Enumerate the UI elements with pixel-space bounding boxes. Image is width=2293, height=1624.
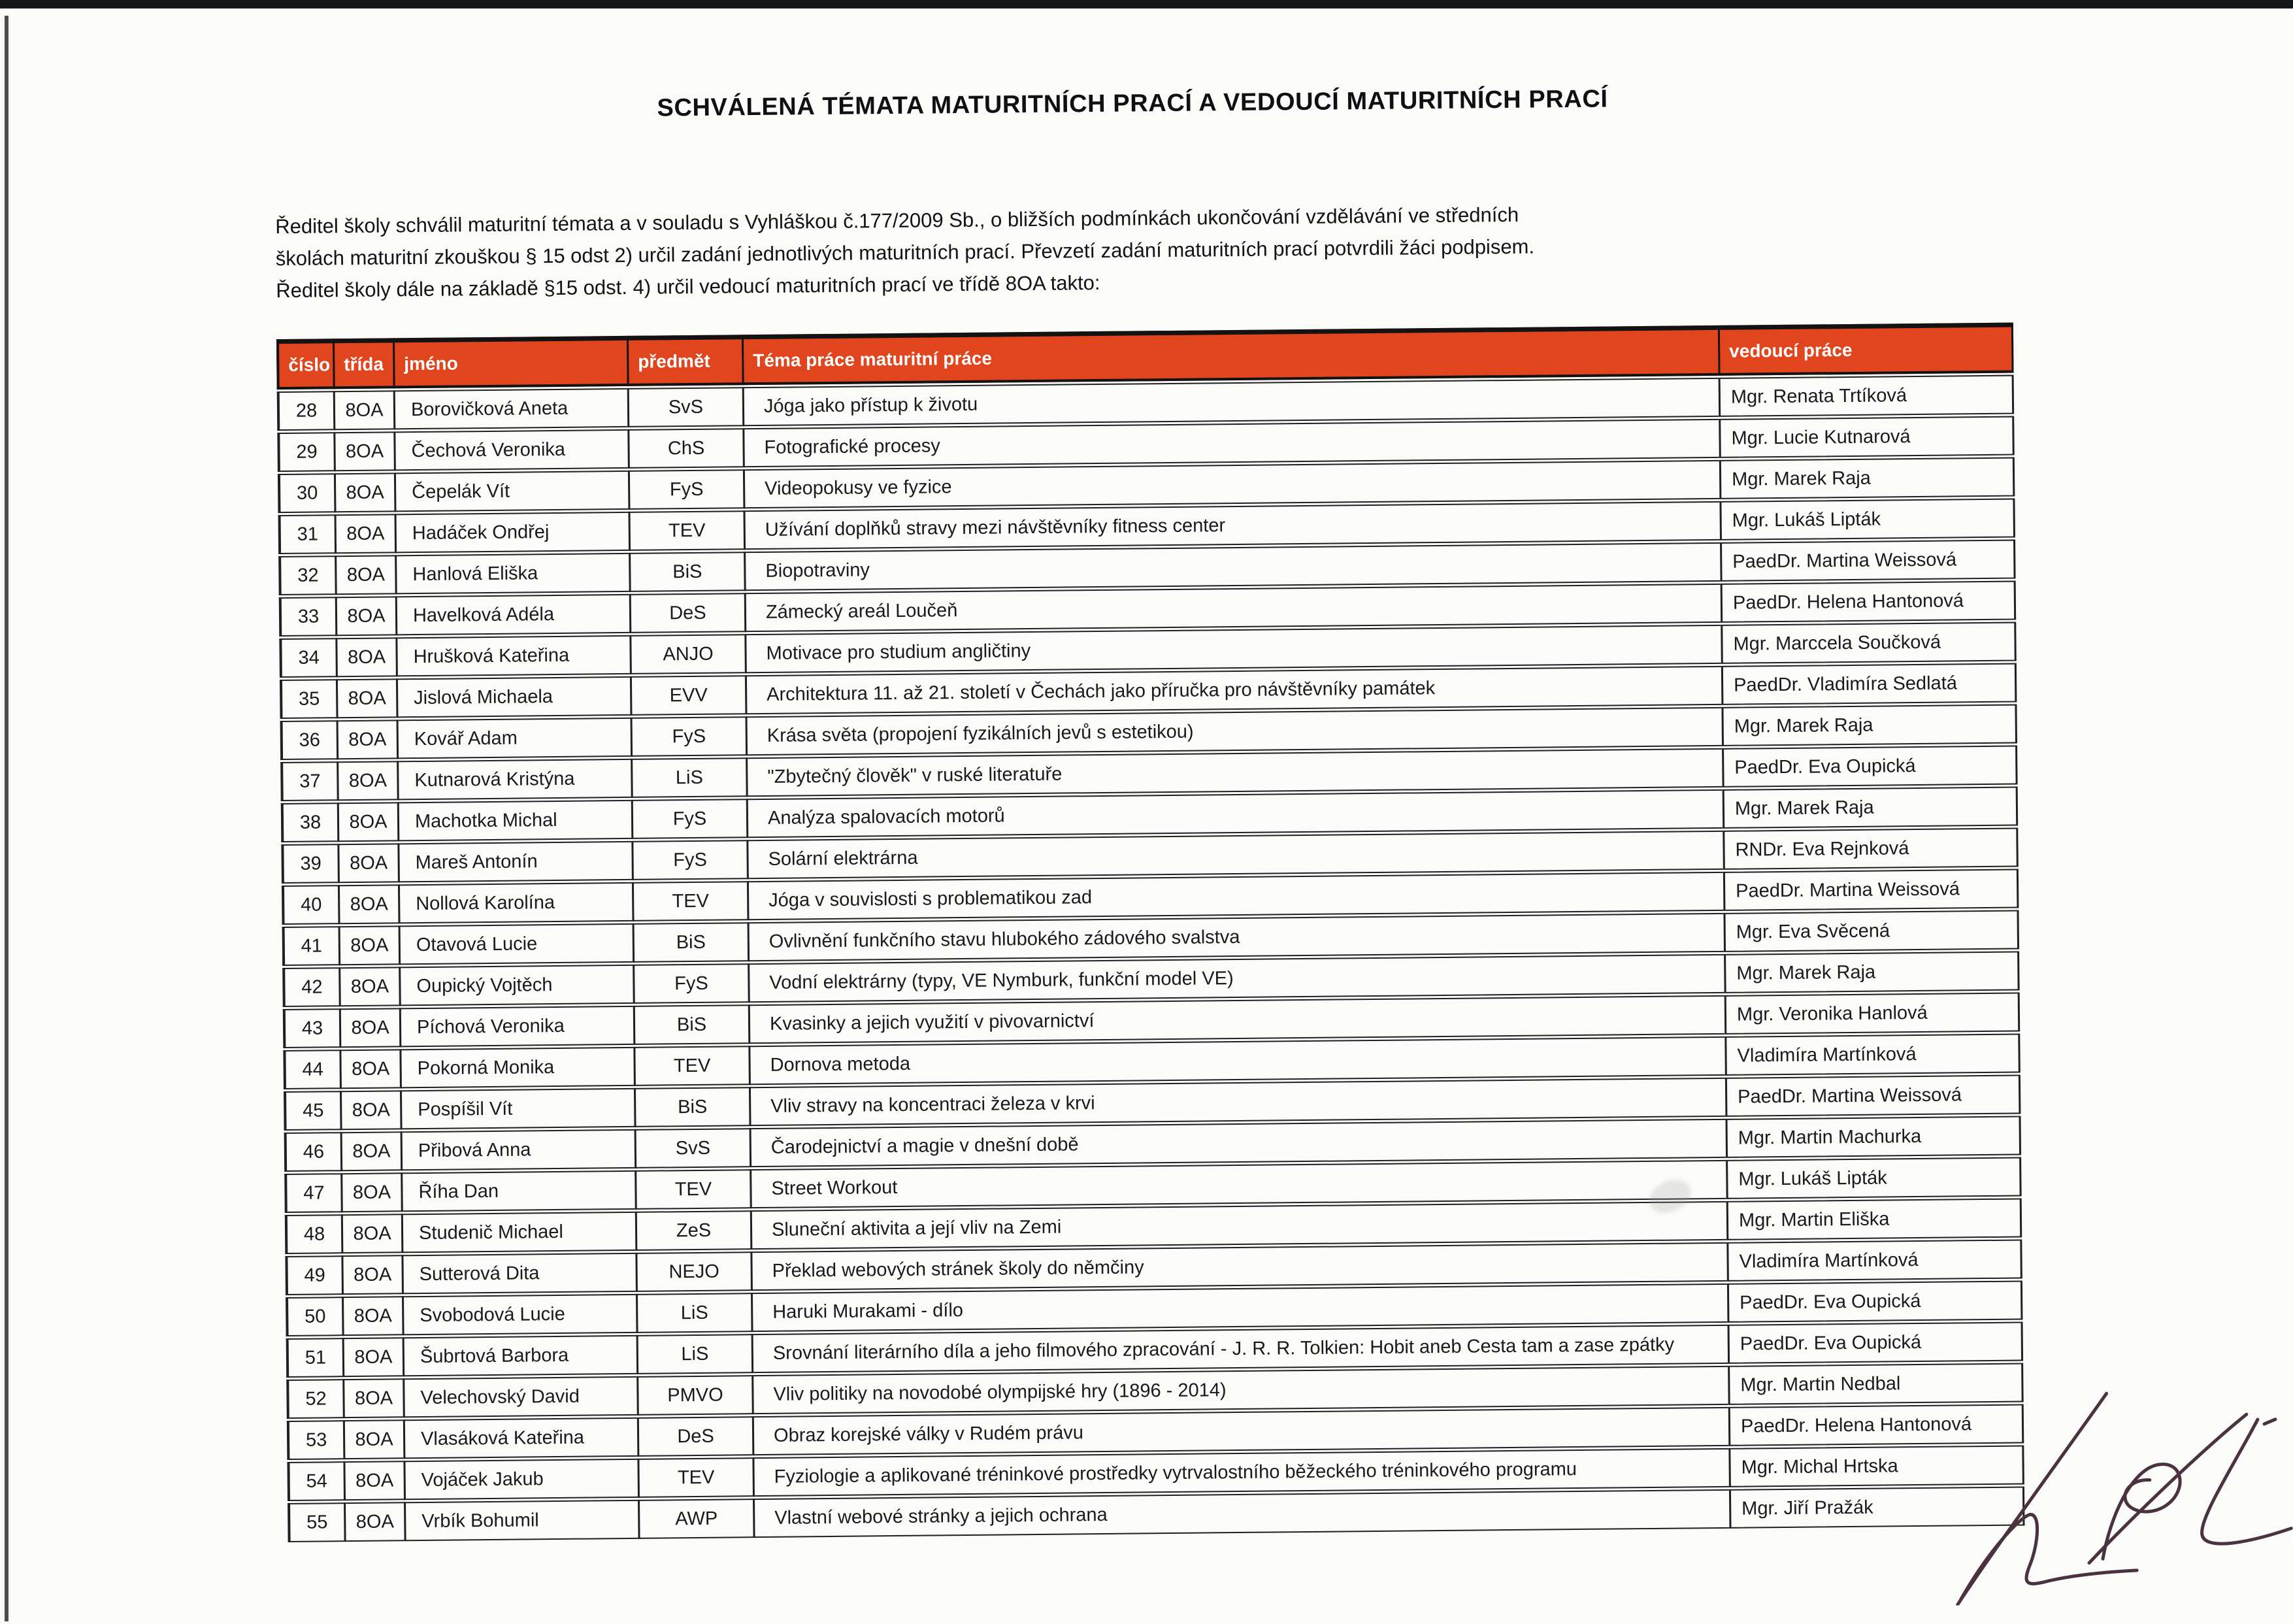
cell-trida: 8OA [337,761,397,801]
cell-trida: 8OA [344,1502,404,1542]
cell-vedouci: RNDr. Eva Rejnková [1723,828,2019,870]
cell-predmet: SvS [627,387,743,427]
cell-tema: Dornova metoda [748,1036,1725,1085]
cell-vedouci: PaedDr. Eva Oupická [1728,1321,2024,1363]
cell-tema: Analýza spalovacích motorů [746,789,1723,838]
cell-trida: 8OA [339,1049,400,1089]
cell-trida: 8OA [342,1378,403,1418]
cell-vedouci: Vladimíra Martínková [1726,1239,2022,1281]
cell-cislo: 35 [280,679,337,719]
cell-tema: Užívání doplňků stravy mezi návštěvníky fitness center [743,501,1720,550]
cell-trida: 8OA [338,884,399,924]
column-header-predmet: předmět [627,335,742,386]
cell-trida: 8OA [340,1131,401,1171]
cell-jmeno: Hadáček Ondřej [395,512,629,553]
cell-cislo: 32 [278,555,335,595]
cell-jmeno: Svobodová Lucie [402,1294,636,1335]
cell-trida: 8OA [335,637,396,677]
cell-predmet: FyS [631,799,747,839]
cell-predmet: BiS [633,1004,749,1045]
cell-cislo: 40 [282,885,338,925]
cell-jmeno: Pokorná Monika [399,1047,634,1088]
cell-trida: 8OA [338,925,399,965]
cell-trida: 8OA [336,678,397,718]
cell-trida: 8OA [341,1255,402,1295]
cell-vedouci: PaedDr. Vladimíra Sedlatá [1721,663,2017,705]
cell-cislo: 28 [277,391,334,431]
cell-vedouci: Mgr. Marek Raja [1719,457,2015,499]
cell-tema: Jóga jako přístup k životu [742,378,1719,426]
cell-cislo: 39 [281,844,338,884]
cell-vedouci: Mgr. Martin Nedbal [1728,1363,2024,1404]
cell-trida: 8OA [333,431,394,471]
topics-table [276,321,2025,1544]
cell-tema: Krása světa (propojení fyzikálních jevů s estetikou) [746,707,1723,755]
cell-tema: Obraz korejské války v Rudém právu [752,1407,1729,1455]
cell-predmet: DeS [629,593,745,633]
cell-cislo: 34 [279,638,336,678]
cell-predmet: NEJO [635,1251,751,1292]
cell-jmeno: Machotka Michal [397,800,632,841]
cell-jmeno: Otavová Lucie [399,923,633,965]
cell-jmeno: Nollová Karolína [398,882,633,923]
cell-tema: Kvasinky a jejich využití v pivovarnictví [748,995,1725,1044]
signature [1893,1340,2293,1606]
cell-jmeno: Píchová Veronika [399,1006,634,1047]
cell-vedouci: Vladimíra Martínková [1724,1034,2021,1076]
cell-predmet: ZeS [635,1210,751,1251]
cell-vedouci: PaedDr. Eva Oupická [1722,746,2018,787]
cell-vedouci: Mgr. Renata Trtíková [1719,375,2015,417]
cell-tema: Vliv politiky na novodobé olympijské hry (1896 - 2014) [751,1366,1728,1414]
cell-predmet: AWP [638,1499,753,1539]
cell-predmet: SvS [635,1128,750,1168]
cell-tema: Videopokusy ve fyzice [743,460,1720,508]
cell-jmeno: Sutterová Dita [401,1253,636,1294]
cell-predmet: TEV [635,1169,750,1210]
cell-tema: Vliv stravy na koncentraci železa v krvi [749,1078,1726,1126]
cell-vedouci: PaedDr. Helena Hantonová [1721,581,2017,623]
cell-tema: Čarodejnictví a magie v dnešní době [750,1119,1726,1167]
cell-jmeno: Kutnarová Kristýna [397,759,631,800]
cell-jmeno: Oupický Vojtěch [399,965,633,1006]
cell-jmeno: Šubrtová Barbora [403,1335,637,1376]
cell-cislo: 45 [284,1091,340,1131]
cell-tema: Fotografické procesy [742,419,1719,467]
cell-predmet: DeS [637,1416,753,1457]
cell-predmet: BiS [634,1087,750,1127]
cell-vedouci: Mgr. Lukáš Lipták [1726,1157,2022,1199]
cell-predmet: ChS [627,428,743,469]
cell-tema: Sluneční aktivita a její vliv na Zemi [750,1201,1727,1250]
cell-vedouci: PaedDr. Martina Weissová [1725,1075,2021,1117]
cell-cislo: 31 [278,514,335,554]
cell-cislo: 38 [281,803,338,842]
cell-jmeno: Hrušková Kateřina [395,635,630,676]
cell-cislo: 50 [286,1297,342,1336]
signature-stroke [2201,1419,2292,1544]
cell-cislo: 30 [278,473,335,513]
cell-predmet: FyS [628,469,744,510]
cell-jmeno: Pospíšil Vít [400,1088,635,1129]
cell-vedouci: Mgr. Marek Raja [1724,952,2020,993]
cell-trida: 8OA [341,1214,402,1253]
cell-vedouci: Mgr. Veronika Hanlová [1724,993,2021,1035]
cell-cislo: 37 [280,761,337,801]
cell-tema: Solární elektrárna [746,831,1723,879]
cell-cislo: 33 [279,597,336,637]
cell-vedouci: Mgr. Martin Machurka [1725,1116,2021,1158]
cell-predmet: LiS [636,1293,751,1333]
cell-cislo: 53 [287,1420,344,1460]
cell-trida: 8OA [334,472,395,512]
document-title: SCHVÁLENÁ TÉMATA MATURITNÍCH PRACÍ A VEDOUCÍ MATURITNÍCH PRACÍ [657,85,1608,122]
cell-vedouci: PaedDr. Helena Hantonová [1728,1404,2024,1446]
cell-tema: Architektura 11. až 21. století v Čechách jako příručka pro návštěvníky památek [745,666,1722,714]
cell-jmeno: Velechovský David [403,1376,637,1417]
cell-jmeno: Přibová Anna [401,1129,635,1170]
column-header-cislo: číslo [276,339,333,389]
cell-trida: 8OA [337,720,397,759]
cell-trida: 8OA [343,1419,404,1459]
cell-trida: 8OA [337,802,398,842]
cell-jmeno: Borovičková Aneta [393,388,628,429]
cell-predmet: TEV [637,1457,753,1498]
cell-cislo: 46 [284,1132,341,1172]
cell-predmet: PMVO [636,1375,752,1416]
cell-trida: 8OA [337,843,398,883]
cell-predmet: TEV [633,1046,749,1086]
cell-tema: Vodní elektrárny (typy, VE Nymburk, funkční model VE) [748,954,1724,1003]
cell-jmeno: Čechová Veronika [393,429,628,471]
cell-cislo: 52 [286,1379,343,1419]
cell-predmet: LiS [636,1334,752,1374]
cell-vedouci: Mgr. Lucie Kutnarová [1719,416,2015,458]
cell-vedouci: PaedDr. Martina Weissová [1723,869,2019,911]
cell-predmet: TEV [632,881,748,921]
cell-vedouci: PaedDr. Martina Weissová [1720,540,2016,582]
cell-trida: 8OA [340,1090,401,1130]
cell-jmeno: Mareš Antonín [397,841,632,882]
cell-tema: Jóga v souvislosti s problematikou zad [747,872,1724,920]
cell-cislo: 29 [277,432,334,472]
cell-jmeno: Vlasáková Kateřina [403,1417,638,1459]
cell-vedouci: Mgr. Marccela Součková [1721,622,2017,664]
cell-predmet: BiS [633,922,748,963]
cell-predmet: EVV [630,675,746,716]
cell-vedouci: Mgr. Martin Eliška [1726,1199,2022,1240]
cell-trida: 8OA [342,1337,403,1377]
cell-vedouci: Mgr. Lukáš Lipták [1719,499,2015,540]
column-header-jmeno: jméno [393,336,627,388]
cell-cislo: 43 [283,1008,340,1048]
intro-paragraph: Ředitel školy schválil maturitní témata a v souladu s Vyhláškou č.177/2009 Sb., o bližších podmínkách ukončování vzdělávání ve středních školách maturitní zkouškou § 15 odst 2) určil zadání jednotlivých maturitních prací. Převzetí zadání maturitních prací potvrdili žáci podpisem. Ředitel školy dále na základě §15 odst. 4) určil vedoucí maturitních prací ve třídě 8OA takto: [275,203,1535,303]
cell-trida: 8OA [338,967,399,1006]
cell-jmeno: Čepelák Vít [394,471,629,512]
cell-trida: 8OA [343,1461,404,1500]
cell-trida: 8OA [342,1296,403,1336]
cell-cislo: 55 [288,1502,344,1542]
column-header-vedouci: vedoucí práce [1718,323,2014,376]
cell-cislo: 49 [285,1255,342,1295]
cell-vedouci: Mgr. Eva Svěcená [1723,910,2019,952]
cell-vedouci: PaedDr. Eva Oupická [1727,1280,2023,1322]
cell-cislo: 44 [283,1050,340,1089]
cell-cislo: 51 [286,1338,343,1378]
cell-jmeno: Jislová Michaela [396,676,631,718]
cell-vedouci: Mgr. Marek Raja [1721,704,2017,746]
cell-cislo: 42 [282,967,339,1007]
cell-predmet: FyS [631,840,747,880]
cell-tema: Motivace pro studium angličtiny [744,625,1721,673]
cell-cislo: 48 [285,1214,342,1254]
cell-cislo: 41 [282,926,339,966]
signature-stroke [2264,1419,2275,1424]
cell-tema: Ovlivnění funkčního stavu hlubokého zádového svalstva [748,913,1724,961]
cell-jmeno: Studenič Michael [401,1212,636,1253]
cell-predmet: TEV [629,510,744,551]
cell-tema: Srovnání literárního díla a jeho filmového zpracování - J. R. R. Tolkien: Hobit aneb Cesta tam a zase zpátky [751,1325,1728,1373]
cell-tema: Překlad webových stránek školy do němčiny [750,1242,1727,1291]
cell-tema: Street Workout [750,1160,1726,1208]
cell-tema: "Zbytečný člověk" v ruské literatuře [746,748,1723,797]
cell-vedouci: Mgr. Jiří Pražák [1729,1486,2025,1528]
cell-cislo: 36 [280,720,337,760]
cell-trida: 8OA [340,1172,401,1212]
cell-vedouci: Mgr. Michal Hrtska [1728,1445,2024,1487]
cell-tema: Zámecký areál Loučeň [744,584,1721,632]
cell-trida: 8OA [339,1008,400,1048]
cell-jmeno: Říha Dan [401,1170,635,1212]
cell-cislo: 54 [287,1461,344,1501]
cell-tema: Fyziologie a aplikované tréninkové prostředky vytrvalostního běžeckého tréninkového programu [752,1448,1729,1497]
cell-tema: Vlastní webové stránky a jejich ochrana [753,1489,1730,1538]
cell-trida: 8OA [333,390,394,430]
cell-jmeno: Hanlová Eliška [395,553,629,594]
cell-trida: 8OA [335,555,395,595]
cell-predmet: FyS [633,963,748,1004]
cell-cislo: 47 [284,1173,341,1213]
cell-predmet: FyS [631,716,746,757]
cell-predmet: ANJO [629,634,745,674]
cell-vedouci: Mgr. Marek Raja [1723,787,2019,829]
cell-predmet: LiS [631,757,746,798]
cell-jmeno: Vojáček Jakub [403,1459,638,1500]
cell-predmet: BiS [629,552,744,592]
column-header-trida: třída [333,338,393,389]
cell-jmeno: Vrbík Bohumil [404,1500,638,1541]
cell-tema: Haruki Murakami - dílo [751,1284,1728,1332]
column-header-tema: Téma práce maturitní práce [742,325,1719,385]
signature-stroke [2088,1414,2248,1563]
cell-trida: 8OA [335,596,396,636]
cell-tema: Biopotraviny [744,542,1721,591]
cell-jmeno: Havelková Adéla [395,594,630,635]
cell-jmeno: Kovář Adam [397,718,631,759]
cell-trida: 8OA [335,514,395,554]
